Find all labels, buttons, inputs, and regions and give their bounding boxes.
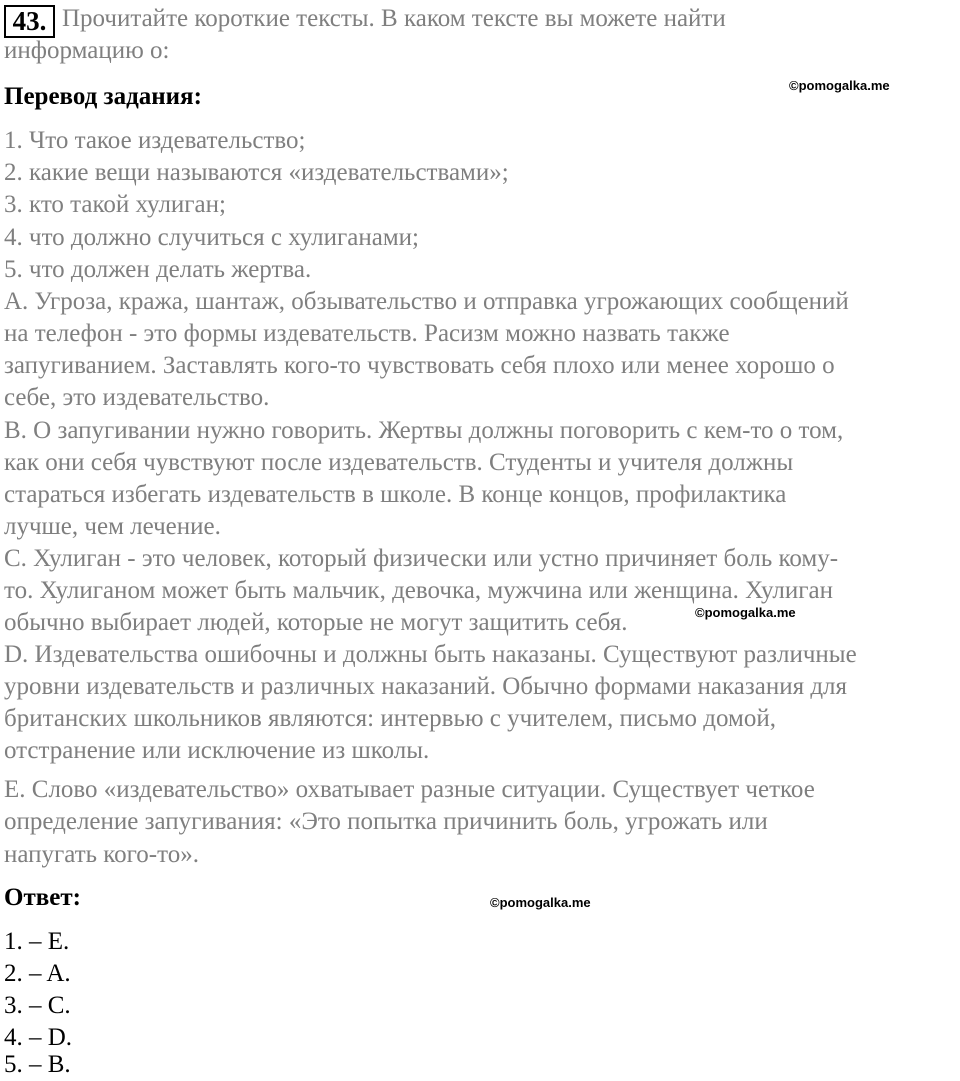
text-c-line-1: C. Хулиган - это человек, который физически или устно причиняет боль кому- <box>4 545 839 572</box>
text-c-line-2: то. Хулиганом может быть мальчик, девочка, мужчина или женщина. Хулиган <box>4 577 833 604</box>
text-d-line-2: уровни издевательств и различных наказаний. Обычно формами наказания для <box>4 673 848 700</box>
text-a-line-3: запугиванием. Заставлять кого-то чувствовать себя плохо или менее хорошо о <box>4 352 835 379</box>
text-b-line-4: лучше, чем лечение. <box>4 513 221 540</box>
text-a-line-2: на телефон - это формы издевательств. Расизм можно назвать также <box>4 320 730 347</box>
task-instruction-line-2: информацию о: <box>4 37 170 64</box>
text-b-line-3: стараться избегать издевательств в школе. В конце концов, профилактика <box>4 481 787 508</box>
text-c-line-3: обычно выбирает людей, которые не могут защитить себя. <box>4 609 628 636</box>
text-b-line-2: как они себя чувствуют после издевательств. Студенты и учителя должны <box>4 449 794 476</box>
question-3: 3. кто такой хулиган; <box>4 191 226 218</box>
text-d-line-1: D. Издевательства ошибочны и должны быть наказаны. Существуют различные <box>4 641 857 668</box>
watermark-bottom: ©pomogalka.me <box>490 895 591 910</box>
text-e-line-3: напугать кого-то». <box>4 841 199 868</box>
task-number-box: 43. <box>4 5 55 38</box>
answer-heading: Ответ: <box>4 884 81 911</box>
text-d-line-3: британских школьников являются: интервью с учителем, письмо домой, <box>4 705 776 732</box>
text-d-line-4: отстранение или исключение из школы. <box>4 737 430 764</box>
question-1: 1. Что такое издевательство; <box>4 127 306 154</box>
watermark-middle: ©pomogalka.me <box>695 605 796 620</box>
task-instruction-line-1: Прочитайте короткие тексты. В каком тексте вы можете найти <box>62 5 726 32</box>
text-a-line-4: себе, это издевательство. <box>4 384 270 411</box>
question-5: 5. что должен делать жертва. <box>4 256 312 283</box>
text-e-line-1: E. Слово «издевательство» охватывает разные ситуации. Существует четкое <box>4 776 815 803</box>
answer-3: 3. – C. <box>4 992 71 1019</box>
question-2: 2. какие вещи называются «издевательствами»; <box>4 159 509 186</box>
answer-4: 4. – D. <box>4 1024 73 1051</box>
text-b-line-1: B. О запугивании нужно говорить. Жертвы должны поговорить с кем-то о том, <box>4 417 844 444</box>
watermark-top: ©pomogalka.me <box>789 78 890 93</box>
answer-5: 5. – B. <box>4 1051 71 1078</box>
text-e-line-2: определение запугивания: «Это попытка причинить боль, угрожать или <box>4 808 768 835</box>
answer-2: 2. – A. <box>4 960 71 987</box>
answer-1: 1. – E. <box>4 928 70 955</box>
translation-heading: Перевод задания: <box>4 83 202 110</box>
text-a-line-1: А. Угроза, кража, шантаж, обзывательство и отправка угрожающих сообщений <box>4 288 849 315</box>
question-4: 4. что должно случиться с хулиганами; <box>4 224 420 251</box>
